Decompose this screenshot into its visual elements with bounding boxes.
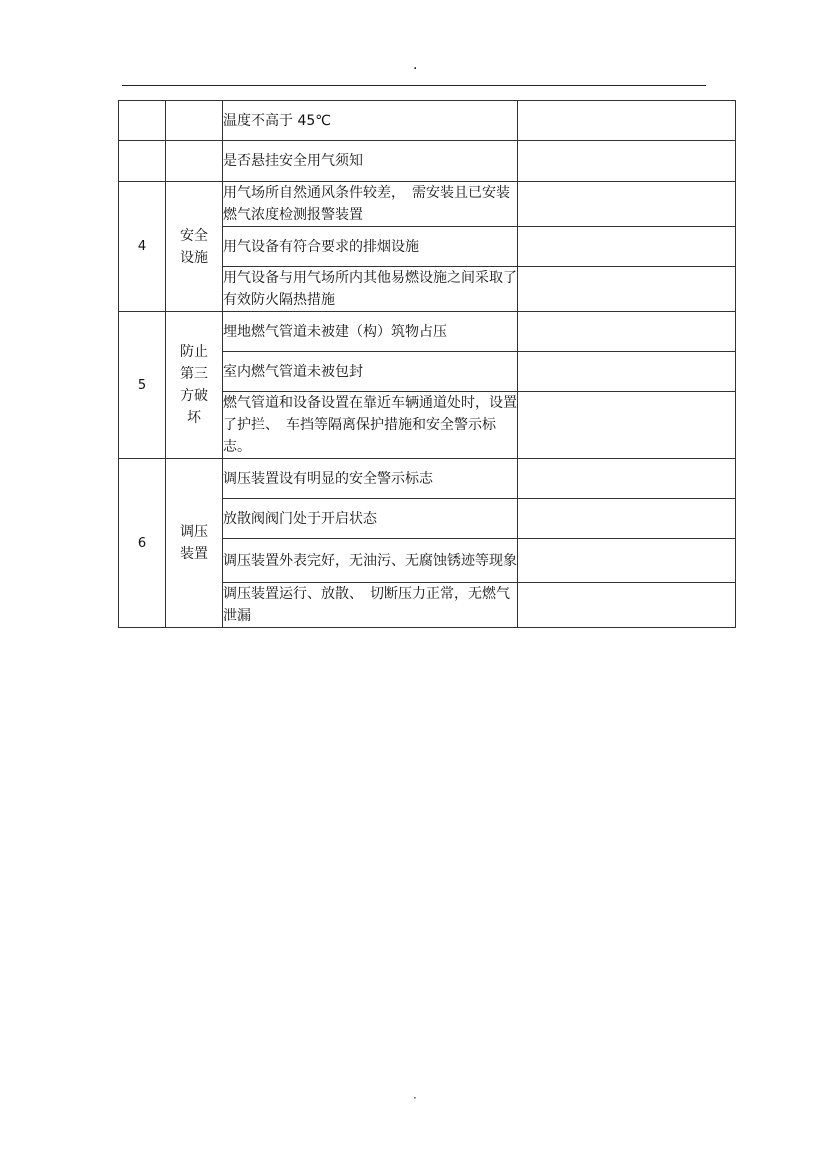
row-number-cell: 4 — [119, 182, 166, 312]
category-cell — [166, 459, 223, 628]
item-cell: 用气设备有符合要求的排烟设施 — [223, 227, 518, 267]
category-label: 安全设施 — [180, 227, 208, 266]
footer-mark: · — [413, 1091, 417, 1105]
category-cell — [166, 101, 223, 141]
row-number-cell: 6 — [119, 459, 166, 628]
result-cell[interactable] — [518, 182, 736, 227]
header-mark: · — [413, 61, 418, 77]
category-label: 防止第三方破坏 — [180, 344, 208, 426]
row-number-cell: 5 — [119, 312, 166, 459]
item-cell: 燃气管道和设备设置在靠近车辆通道处时，设置了护拦、 车挡等隔离保护措施和安全警示标志。 — [223, 392, 518, 459]
result-cell[interactable] — [518, 392, 736, 459]
item-cell: 用气设备与用气场所内其他易燃设施之间采取了有效防火隔热措施 — [223, 267, 518, 312]
result-cell[interactable] — [518, 101, 736, 141]
result-cell[interactable] — [518, 583, 736, 628]
row-number-cell — [119, 101, 166, 141]
result-cell[interactable] — [518, 499, 736, 539]
result-cell[interactable] — [518, 312, 736, 352]
item-cell: 是否悬挂安全用气须知 — [223, 141, 518, 182]
result-cell[interactable] — [518, 227, 736, 267]
category-cell — [166, 182, 223, 312]
category-cell — [166, 141, 223, 182]
result-cell[interactable] — [518, 352, 736, 392]
item-cell: 调压装置外表完好，无油污、无腐蚀锈迹等现象 — [223, 539, 518, 583]
result-cell[interactable] — [518, 267, 736, 312]
result-cell[interactable] — [518, 141, 736, 182]
result-cell[interactable] — [518, 459, 736, 499]
category-cell — [166, 312, 223, 459]
category-label: 调压装置 — [180, 524, 208, 562]
item-cell: 放散阀阀门处于开启状态 — [223, 499, 518, 539]
item-cell: 调压装置运行、放散、 切断压力正常，无燃气泄漏 — [223, 583, 518, 628]
table-row — [119, 312, 736, 352]
table-row — [119, 101, 736, 141]
table-row — [119, 182, 736, 227]
row-number-cell — [119, 141, 166, 182]
result-cell[interactable] — [518, 539, 736, 583]
inspection-table — [118, 100, 736, 628]
item-cell: 埋地燃气管道未被建（构）筑物占压 — [223, 312, 518, 352]
table-row — [119, 141, 736, 182]
item-cell: 调压装置设有明显的安全警示标志 — [223, 459, 518, 499]
item-cell: 用气场所自然通风条件较差， 需安装且已安装燃气浓度检测报警装置 — [223, 182, 518, 227]
header-rule — [122, 85, 706, 86]
table-row — [119, 459, 736, 499]
item-cell: 温度不高于 45℃ — [223, 101, 518, 141]
item-cell: 室内燃气管道未被包封 — [223, 352, 518, 392]
